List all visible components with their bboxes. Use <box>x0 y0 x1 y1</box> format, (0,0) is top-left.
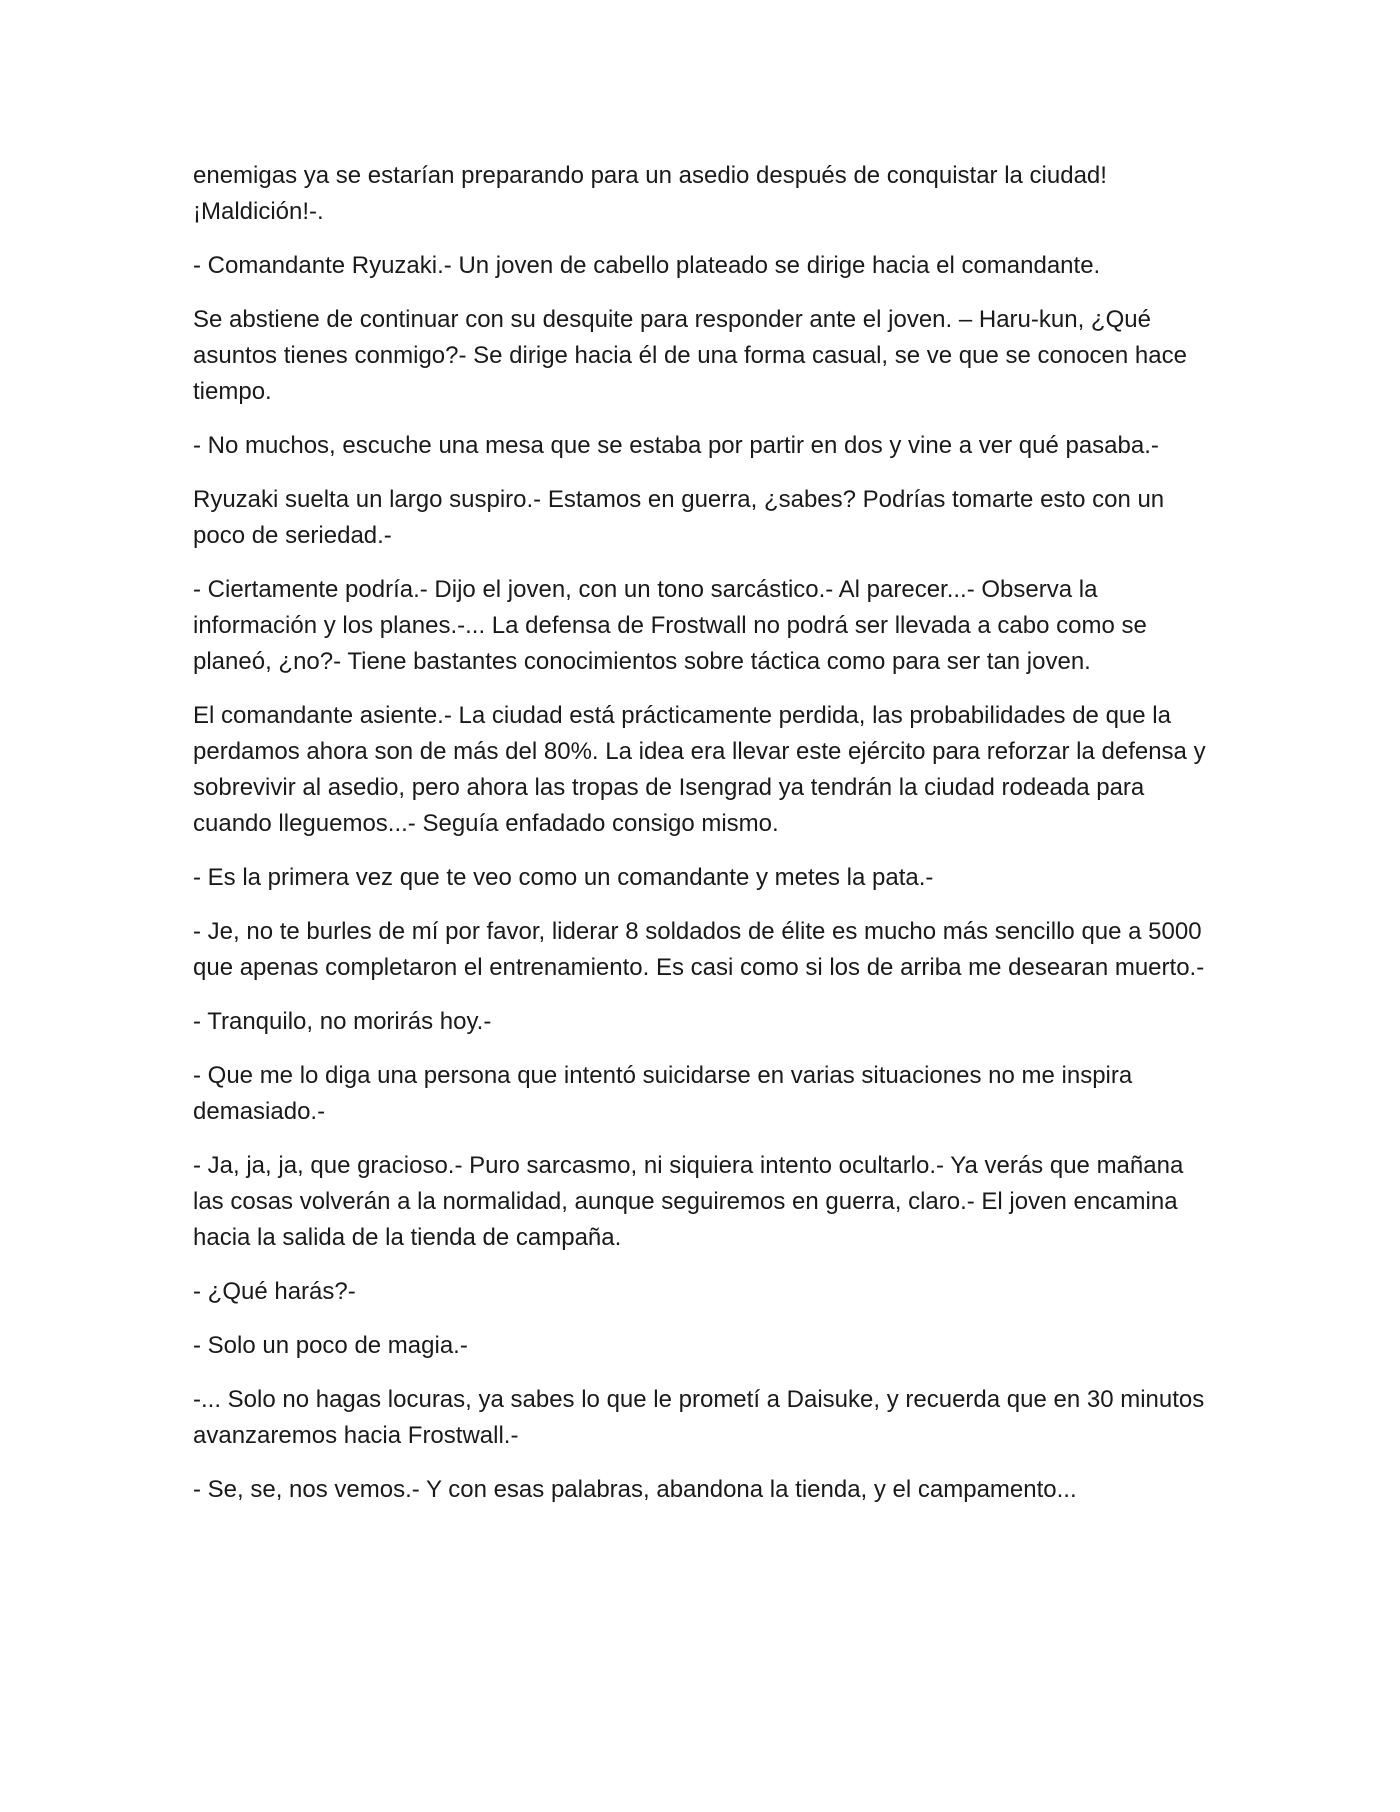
paragraph: - Solo un poco de magia.- <box>193 1332 468 1359</box>
paragraph: - Comandante Ryuzaki.- Un joven de cabello plateado se dirige hacia el comandante. <box>193 252 1101 279</box>
paragraph: - Es la primera vez que te veo como un comandante y metes la pata.- <box>193 864 934 891</box>
paragraph: - ¿Qué harás?- <box>193 1278 356 1305</box>
paragraph: - Ja, ja, ja, que gracioso.- Puro sarcasmo, ni siquiera intento ocultarlo.- Ya verás que mañana las cosas volverán a la normalidad, aunque seguiremos en guerra, claro.- El joven encamina hacia la salida de la tienda de campaña. <box>193 1152 1184 1251</box>
paragraph: enemigas ya se estarían preparando para un asedio después de conquistar la ciudad! ¡Maldición!-. <box>193 162 1107 225</box>
document-body <box>193 158 1208 1526</box>
paragraph: -... Solo no hagas locuras, ya sabes lo que le prometí a Daisuke, y recuerda que en 30 minutos avanzaremos hacia Frostwall.- <box>193 1386 1205 1449</box>
paragraph: - Que me lo diga una persona que intentó suicidarse en varias situaciones no me inspira demasiado.- <box>193 1062 1133 1125</box>
paragraph: - Je, no te burles de mí por favor, liderar 8 soldados de élite es mucho más sencillo que a 5000 que apenas completaron el entrenamiento. Es casi como si los de arriba me desearan muerto.- <box>193 918 1205 981</box>
paragraph: Ryuzaki suelta un largo suspiro.- Estamos en guerra, ¿sabes? Podrías tomarte esto con un poco de seriedad.- <box>193 486 1165 549</box>
paragraph: Se abstiene de continuar con su desquite para responder ante el joven. – Haru-kun, ¿Qué asuntos tienes conmigo?- Se dirige hacia él de una forma casual, se ve que se conocen hace tiempo. <box>193 306 1187 405</box>
paragraph: El comandante asiente.- La ciudad está prácticamente perdida, las probabilidades de que la perdamos ahora son de más del 80%. La idea era llevar este ejército para reforzar la defensa y sobrevivir al asedio, pero ahora las tropas de Isengrad ya tendrán la ciudad rodeada para cuando lleguemos...- Seguía enfadado consigo mismo. <box>193 702 1206 837</box>
paragraph: - Se, se, nos vemos.- Y con esas palabras, abandona la tienda, y el campamento... <box>193 1476 1077 1503</box>
paragraph: - Tranquilo, no morirás hoy.- <box>193 1008 492 1035</box>
paragraph: - No muchos, escuche una mesa que se estaba por partir en dos y vine a ver qué pasaba.- <box>193 432 1159 459</box>
paragraph: - Ciertamente podría.- Dijo el joven, con un tono sarcástico.- Al parecer...- Observa la información y los planes.-... La defensa de Frostwall no podrá ser llevada a cabo como se planeó, ¿no?- Tiene bastantes conocimientos sobre táctica como para ser tan joven. <box>193 576 1147 675</box>
